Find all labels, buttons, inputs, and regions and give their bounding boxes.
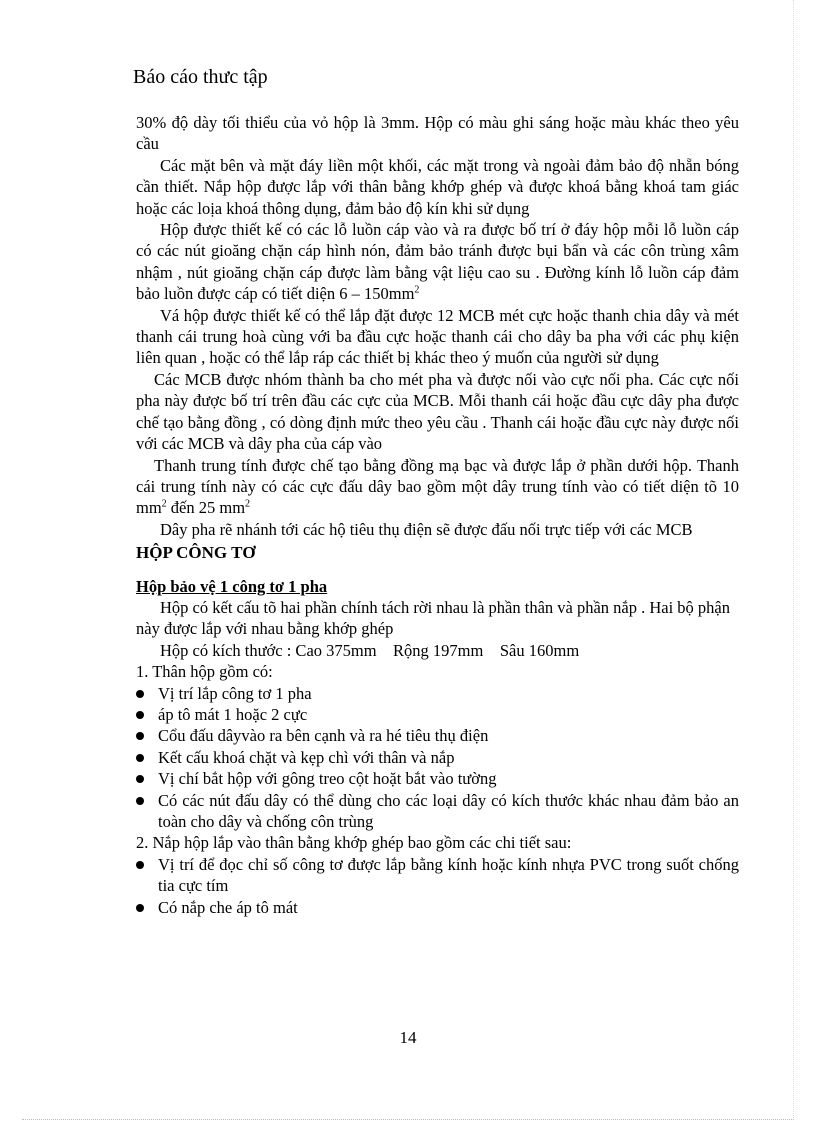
bullet-icon — [136, 690, 144, 698]
bullet-icon — [136, 861, 144, 869]
paragraph: Hộp có kết cấu tõ hai phần chính tách rời nhau là phần thân và phần nắp . Hai bộ phận này được lắp với nhau bằng khớp ghép — [136, 597, 731, 639]
list-item: áp tô mát 1 hoặc 2 cực — [136, 704, 739, 725]
paragraph — [136, 219, 739, 305]
section-heading: HỘP CÔNG TƠ — [136, 543, 256, 563]
list-item: Có nắp che áp tô mát — [136, 897, 739, 918]
bullet-icon — [136, 711, 144, 719]
bullet-icon — [136, 732, 144, 740]
bullet-list — [136, 854, 739, 918]
superscript: 2 — [245, 498, 251, 510]
bullet-list — [136, 683, 739, 833]
list-item: Vị trí để đọc chỉ số công tơ được lắp bằng kính hoặc kính nhựa PVC trong suốt chống tia cực tím — [136, 854, 739, 897]
bullet-icon — [136, 797, 144, 805]
list-item: Cổu đấu dâyvào ra bên cạnh và ra hé tiêu thụ điện — [136, 725, 739, 746]
page-edge — [793, 0, 794, 1120]
page-header: Báo cáo thưc tập — [133, 66, 268, 88]
bullet-icon — [136, 775, 144, 783]
superscript: 2 — [161, 498, 167, 510]
size-line: Hộp có kích thước : Cao 375mm Rộng 197mm Sâu 160mm — [160, 640, 580, 660]
page-number: 14 — [399, 1028, 417, 1047]
paragraph: 30% độ dày tối thiểu của vỏ hộp là 3mm. Hộp có màu ghi sáng hoặc màu khác theo yêu cầu — [136, 113, 739, 154]
paragraph: Các mặt bên và mặt đáy liền một khối, các mặt trong và ngoài đảm bảo độ nhẵn bóng cần thiết. Nắp hộp được lắp với thân bằng khớp ghép và được khoá bằng khoá tam giác hoặc các loịa khoá thông dụng, đảm bảo độ kín khi sử dụng — [136, 155, 739, 218]
list-title: 2. Nắp hộp lắp vào thân bằng khớp ghép bao gồm các chi tiết sau: — [136, 833, 572, 853]
list-item: Vị trí lắp công tơ 1 pha — [136, 683, 739, 704]
footer-divider — [22, 1119, 794, 1120]
bullet-icon — [136, 754, 144, 762]
paragraph-text: Hộp được thiết kế có các lỗ luồn cáp vào và ra được bố trí ở đáy hộp mỗi lỗ luồn cáp có các nút gioăng chặn cáp hình nón, đảm bảo tránh được bụi bẩn và các côn trùng xâm nhậm , nút gioăng chặn cáp được làm bằng vật liệu cao su . Đường kính lỗ luồn cáp đảm bảo luồn được cáp có tiết diện 6 – 150mm — [136, 220, 739, 304]
superscript: 2 — [414, 284, 420, 296]
paragraph — [136, 455, 739, 519]
list-item: Có các nút đấu dây có thể dùng cho các loại dây có kích thước khác nhau đảm bảo an toàn cho dây và chống côn trùng — [136, 790, 739, 833]
paragraph-text: Thanh trung tính được chế tạo bằng đồng mạ bạc và được lắp ở phần dưới hộp. Thanh cái trung tính này có các cực đấu dây bao gồm một dây trung tính vào có tiết diện tõ 10 mm — [136, 455, 739, 518]
bullet-icon — [136, 904, 144, 912]
paragraph: Các MCB được nhóm thành ba cho mét pha và được nối vào cực nối pha. Các cực nối pha này được bố trí trên đầu các cực của MCB. Mỗi thanh cái hoặc đầu cực dây pha được chế tạo bằng đồng , có dòng định mức theo yêu cầu . Thanh cái hoặc đầu cực này được nối với các MCB và dây pha của cáp vào — [136, 369, 739, 454]
paragraph: Vá hộp được thiết kế có thể lắp đặt được 12 MCB mét cực hoặc thanh chia dây và mét thanh cái trung hoà cùng với ba đầu cực hoặc thanh cái cho dây ba pha với các phụ kiện liên quan , hoặc có thể lắp ráp các thiết bị khác theo ý muốn của người sử dụng — [136, 305, 739, 368]
list-item: Vị chí bắt hộp với gông treo cột hoặt bắt vào tường — [136, 768, 739, 789]
paragraph: Dây pha rẽ nhánh tới các hộ tiêu thụ điện sẽ được đấu nối trực tiếp với các MCB — [160, 519, 693, 539]
list-item: Kết cấu khoá chặt và kẹp chì với thân và nắp — [136, 747, 739, 768]
document-body — [136, 112, 739, 918]
subsection-heading: Hộp bảo vệ 1 công tơ 1 pha — [136, 576, 328, 596]
list-title: 1. Thân hộp gồm có: — [136, 662, 273, 682]
paragraph-text: đến 25 mm — [166, 498, 246, 518]
